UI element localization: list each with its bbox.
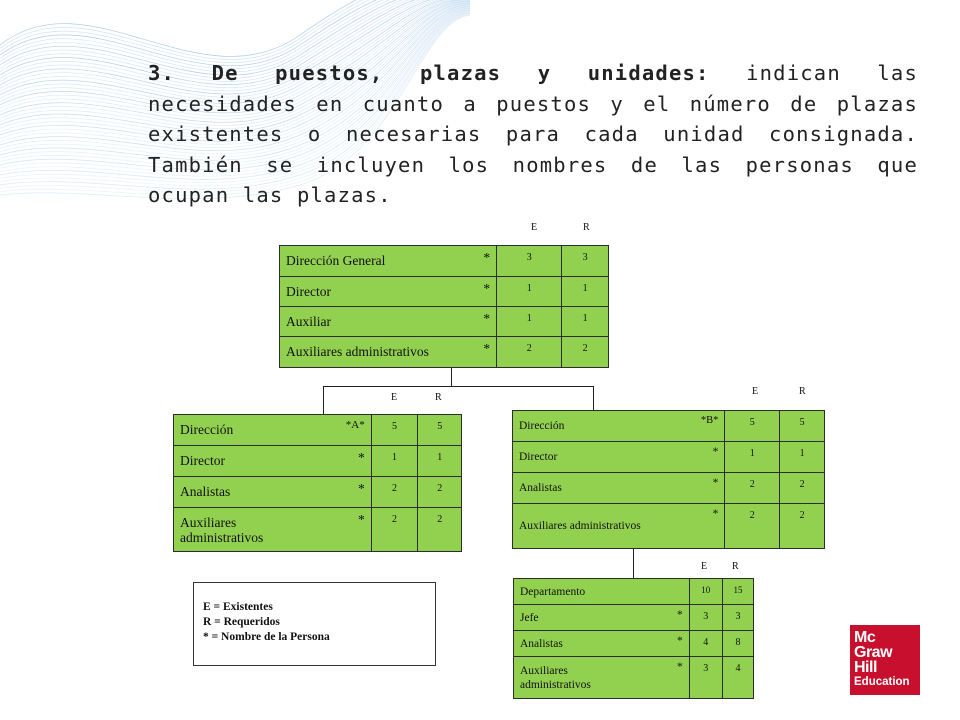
logo-line-mc: Mc — [854, 629, 876, 646]
person-marker: * — [470, 246, 497, 277]
person-marker: * — [310, 477, 371, 508]
dir-a-col-r-header: R — [435, 392, 442, 403]
heading-paragraph — [148, 58, 918, 211]
row-label: Dirección — [513, 411, 663, 442]
existentes-value: 4 — [689, 631, 722, 657]
heading-lead: 3. De puestos, plazas y unidades: — [148, 61, 710, 85]
dir-b-col-e-header: E — [752, 386, 759, 397]
requeridos-value: 2 — [780, 473, 825, 504]
requeridos-value: 2 — [418, 477, 462, 508]
person-marker: * — [310, 508, 371, 552]
existentes-value: 2 — [371, 477, 418, 508]
box-departamento — [513, 578, 754, 699]
existentes-value: 3 — [689, 657, 722, 699]
existentes-value: 2 — [725, 504, 780, 549]
depto-col-e-header: E — [701, 561, 708, 572]
requeridos-value: 8 — [722, 631, 753, 657]
row-label: Dirección General — [280, 246, 470, 277]
person-marker: *A* — [310, 415, 371, 446]
existentes-value: 1 — [497, 277, 562, 307]
row-label: Auxiliar — [280, 307, 470, 337]
existentes-value: 2 — [371, 508, 418, 552]
box-direccion-b — [512, 410, 825, 549]
person-marker: *B* — [662, 411, 725, 442]
row-label: Auxiliares administrativos — [174, 508, 311, 552]
existentes-value: 2 — [725, 473, 780, 504]
connector-to-dir-a — [323, 386, 324, 414]
person-marker: * — [470, 277, 497, 307]
row-label: Analistas — [174, 477, 311, 508]
requeridos-value: 15 — [722, 579, 753, 605]
row-label: Director — [280, 277, 470, 307]
connector-dir-b-to-depto — [633, 548, 634, 578]
general-col-e-header: E — [531, 222, 538, 233]
requeridos-value: 1 — [418, 446, 462, 477]
existentes-value: 3 — [689, 605, 722, 631]
row-label: Analistas — [513, 473, 663, 504]
requeridos-value: 5 — [780, 411, 825, 442]
row-label: Director — [174, 446, 311, 477]
connector-to-dir-b — [593, 386, 594, 410]
requeridos-value: 1 — [562, 277, 609, 307]
legend-existentes: E = Existentes — [203, 601, 273, 613]
requeridos-value: 1 — [780, 442, 825, 473]
requeridos-value: 2 — [780, 504, 825, 549]
requeridos-value: 3 — [562, 246, 609, 277]
person-marker: * — [662, 473, 725, 504]
depto-col-r-header: R — [732, 561, 739, 572]
legend-requeridos: R = Requeridos — [203, 616, 280, 628]
person-marker — [640, 579, 689, 605]
requeridos-value: 4 — [722, 657, 753, 699]
heading-body: indican las necesidades en cuanto a puestos y el número de plazas existentes o necesarias para cada unidad consignada. También se incluyen los nombres de las personas que ocupan las plazas. — [148, 61, 918, 207]
general-col-r-header: R — [583, 222, 590, 233]
person-marker: * — [470, 337, 497, 368]
person-marker: * — [640, 657, 689, 699]
row-label: Departamento — [514, 579, 640, 605]
row-label: Dirección — [174, 415, 311, 446]
requeridos-value: 5 — [418, 415, 462, 446]
existentes-value: 1 — [371, 446, 418, 477]
dir-a-col-e-header: E — [391, 392, 398, 403]
logo-line-graw: Graw — [854, 644, 893, 661]
connector-horizontal — [323, 386, 593, 387]
requeridos-value: 1 — [562, 307, 609, 337]
existentes-value: 5 — [725, 411, 780, 442]
box-direccion-a — [173, 414, 462, 552]
person-marker: * — [640, 605, 689, 631]
logo-line-hill: Hill — [854, 659, 877, 676]
dir-b-col-r-header: R — [799, 386, 806, 397]
wave-line — [0, 0, 470, 66]
legend-persona: * = Nombre de la Persona — [203, 631, 330, 643]
existentes-value: 10 — [689, 579, 722, 605]
row-label: Jefe — [514, 605, 640, 631]
person-marker: * — [662, 442, 725, 473]
existentes-value: 1 — [497, 307, 562, 337]
mcgraw-hill-education-logo — [850, 625, 920, 695]
person-marker: * — [640, 631, 689, 657]
row-label: Auxiliares administrativos — [514, 657, 640, 699]
requeridos-value: 2 — [562, 337, 609, 368]
row-label: Analistas — [514, 631, 640, 657]
person-marker: * — [662, 504, 725, 549]
person-marker: * — [310, 446, 371, 477]
box-direccion-general — [279, 245, 609, 368]
existentes-value: 5 — [371, 415, 418, 446]
row-label: Auxiliares administrativos — [513, 504, 663, 549]
row-label: Auxiliares administrativos — [280, 337, 470, 368]
existentes-value: 2 — [497, 337, 562, 368]
logo-line-education: Education — [854, 676, 910, 688]
person-marker: * — [470, 307, 497, 337]
existentes-value: 1 — [725, 442, 780, 473]
existentes-value: 3 — [497, 246, 562, 277]
requeridos-value: 2 — [418, 508, 462, 552]
row-label: Director — [513, 442, 663, 473]
connector-general-down — [451, 367, 452, 386]
requeridos-value: 3 — [722, 605, 753, 631]
legend-box — [193, 582, 436, 666]
